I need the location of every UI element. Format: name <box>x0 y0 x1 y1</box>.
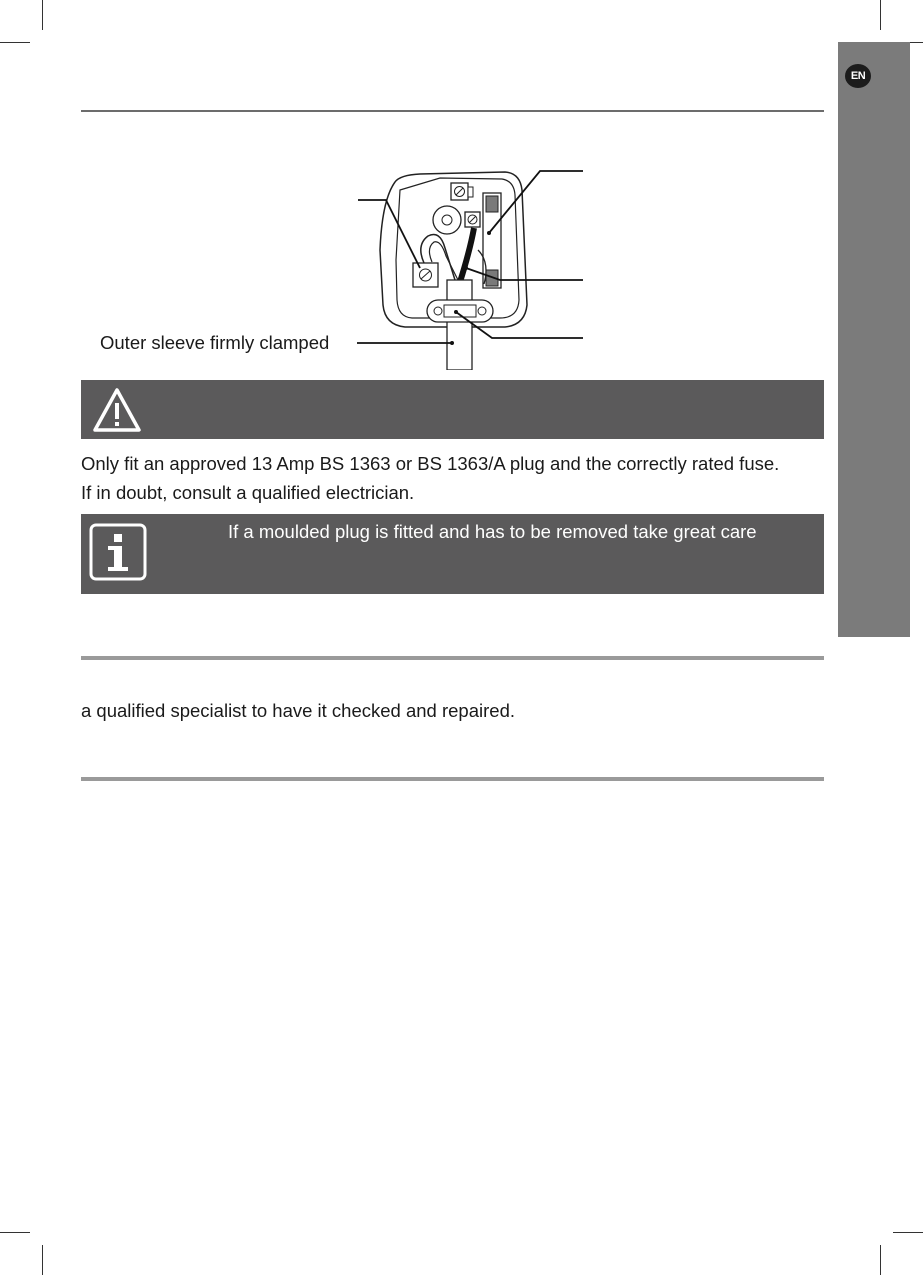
plug-wiring-diagram <box>350 165 590 370</box>
outer-sleeve-label: Outer sleeve firmly clamped <box>100 332 330 353</box>
info-bar <box>81 514 824 594</box>
crop-mark <box>0 42 30 43</box>
language-badge: EN <box>845 64 871 88</box>
crop-mark <box>42 0 43 30</box>
section-rule-top <box>81 110 824 112</box>
info-icon <box>89 523 147 581</box>
warning-triangle-icon <box>91 386 143 434</box>
section-rule-middle <box>81 656 824 660</box>
crop-mark <box>880 0 881 30</box>
language-side-tab <box>838 42 910 637</box>
crop-mark <box>880 1245 881 1275</box>
section-rule-bottom <box>81 777 824 781</box>
info-text: If a moulded plug is fitted and has to be removed take great care <box>228 521 757 542</box>
warning-text-line-1: Only fit an approved 13 Amp BS 1363 or BS 1363/A plug and the correctly rated fuse. <box>81 453 780 474</box>
crop-mark <box>893 1232 923 1233</box>
crop-mark <box>0 1232 30 1233</box>
service-text: a qualified specialist to have it checked and repaired. <box>81 700 515 721</box>
warning-bar <box>81 380 824 439</box>
crop-mark <box>42 1245 43 1275</box>
warning-text-line-2: If in doubt, consult a qualified electrician. <box>81 482 415 503</box>
